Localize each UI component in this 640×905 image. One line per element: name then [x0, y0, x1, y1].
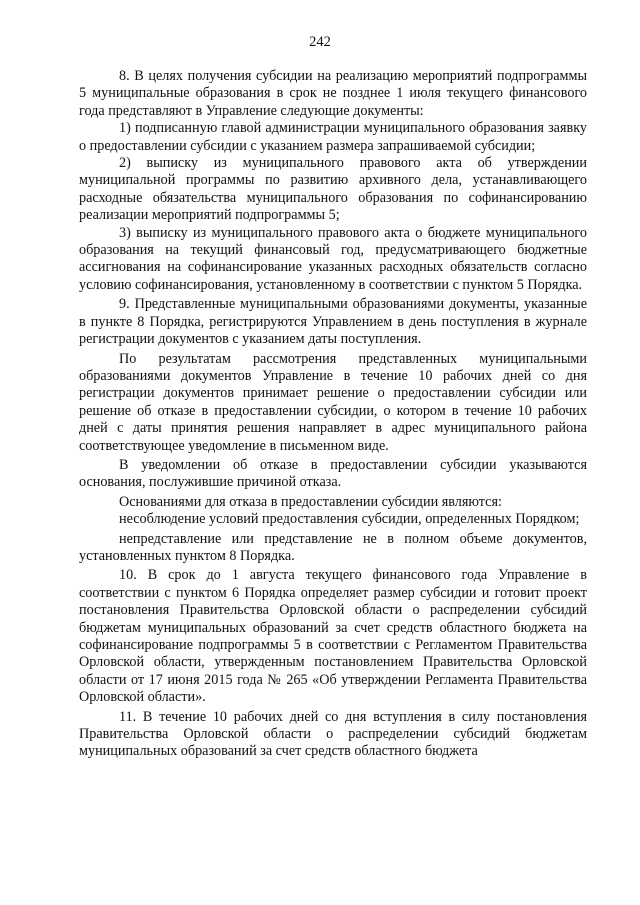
document-body	[79, 68, 587, 761]
paragraph-8: 8. В целях получения субсидии на реализацию мероприятий подпрограммы 5 муниципальные образования в срок не позднее 1 июля текущего финансового года представляют в Управление следующие документы:	[79, 68, 587, 119]
page-number: 242	[309, 34, 331, 50]
paragraph-9-review: По результатам рассмотрения представленных муниципальными образованиями документов Управление в течение 10 рабочих дней со дня регистрации документов принимает решение о предоставлении субсидии или решение об отказе в предоставлении субсидии, о котором в течение 10 рабочих дней с даты принятия решения направляет в адрес муниципального района соответствующее уведомление в письменном виде.	[79, 350, 587, 454]
paragraph-9: 9. Представленные муниципальными образованиями документы, указанные в пункте 8 Порядка, регистрируются Управлением в день поступления в журнале регистрации документов с указанием даты поступления.	[79, 296, 587, 348]
paragraph-8-item-1: 1) подписанную главой администрации муниципального образования заявку о предоставлении субсидии с указанием размера запрашиваемой субсидии;	[79, 120, 587, 154]
paragraph-9-ground-2: непредставление или представление не в полном объеме документов, установленных пунктом 8 Порядка.	[79, 530, 587, 564]
paragraph-11: 11. В течение 10 рабочих дней со дня вступления в силу постановления Правительства Орловской области о распределении субсидий бюджетам муниципальных образований за счет средств областного бюджета	[79, 708, 587, 760]
paragraph-8-item-2: 2) выписку из муниципального правового акта об утверждении муниципальной программы по развитию архивного дела, устанавливающего расходные обязательства муниципального образования по софинансированию реализации мероприятий подпрограммы 5;	[79, 155, 587, 224]
paragraph-10: 10. В срок до 1 августа текущего финансового года Управление в соответствии с пунктом 6 Порядка определяет размер субсидии и готовит проект постановления Правительства Орловской области о распределении субсидий бюджетам муниципальных образований за счет средств областного бюджета на софинансирование подпрограммы 5 в соответствии с Регламентом Правительства Орловской области, утвержденным постановлением Правительства Орловской области от 17 июня 2015 года № 265 «Об утверждении Регламента Правительства Орловской области».	[79, 567, 587, 706]
paragraph-9-refusal-grounds: Основаниями для отказа в предоставлении субсидии являются:	[119, 493, 502, 510]
paragraph-9-ground-1: несоблюдение условий предоставления субсидии, определенных Порядком;	[119, 511, 580, 528]
paragraph-9-refusal-notice: В уведомлении об отказе в предоставлении субсидии указываются основания, послужившие причиной отказа.	[79, 456, 587, 491]
paragraph-8-item-3: 3) выписку из муниципального правового акта о бюджете муниципального образования на текущий финансовый год, предусматривающего бюджетные ассигнования на софинансирование указанных расходных обязательств согласно условию софинансирования, установленному в соответствии с пунктом 5 Порядка.	[79, 224, 587, 293]
